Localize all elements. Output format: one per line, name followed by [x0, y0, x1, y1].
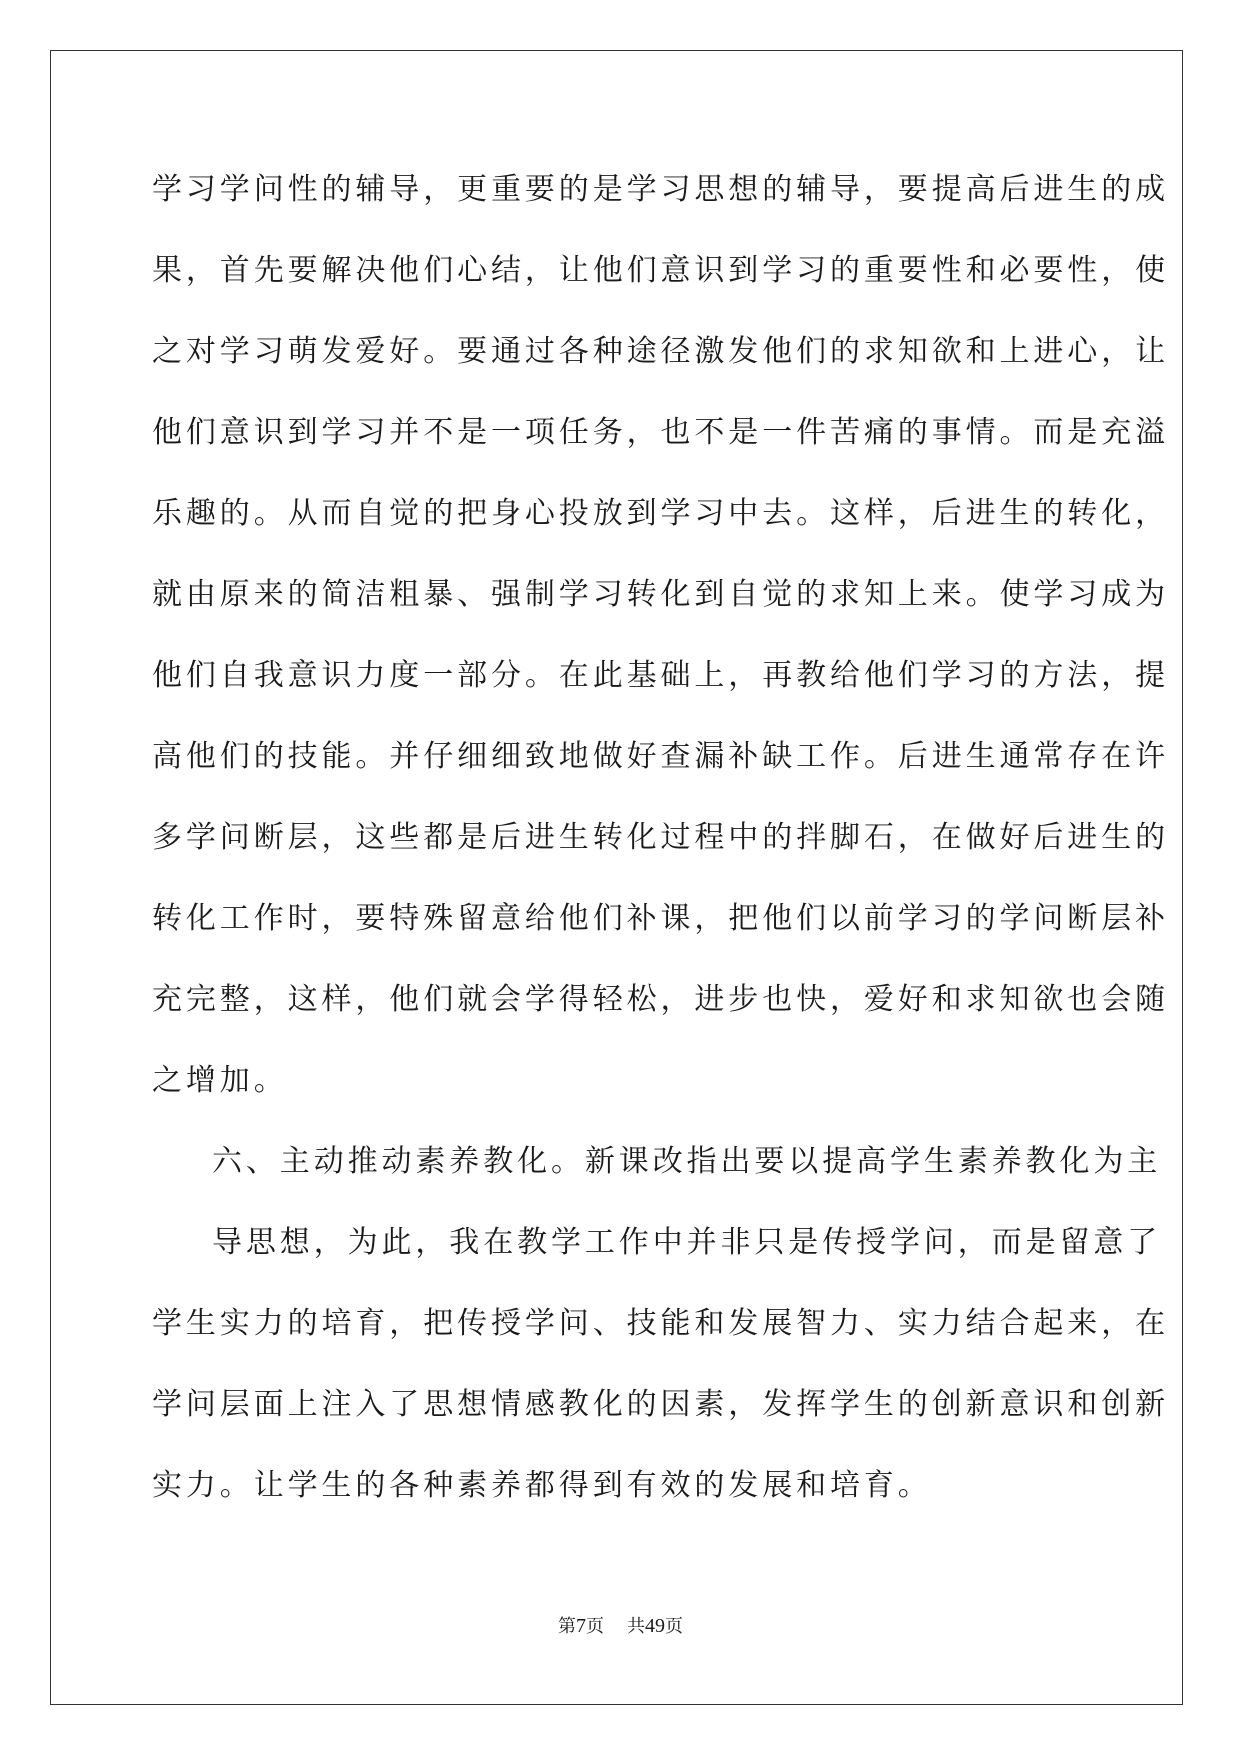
- footer-page-number: 7: [576, 1615, 587, 1637]
- footer-total-prefix: 共: [626, 1616, 645, 1637]
- body-line-15: 学生实力的培育，把传授学问、技能和发展智力、实力结合起来，在: [152, 1306, 1169, 1341]
- body-line-16: 学问层面上注入了思想情感教化的因素，发挥学生的创新意识和创新: [152, 1387, 1169, 1422]
- body-line-5: 乐趣的。从而自觉的把身心投放到学习中去。这样，后进生的转化，: [152, 496, 1169, 531]
- body-line-4: 他们意识到学习并不是一项任务，也不是一件苦痛的事情。而是充溢: [152, 415, 1169, 450]
- body-line-10: 转化工作时，要特殊留意给他们补课，把他们以前学习的学问断层补: [152, 901, 1169, 936]
- body-line-17: 实力。让学生的各种素养都得到有效的发展和培育。: [152, 1468, 932, 1503]
- body-line-1: 学习学问性的辅导，更重要的是学习思想的辅导，要提高后进生的成: [152, 172, 1169, 207]
- page-border: [50, 50, 1183, 1705]
- body-line-9: 多学问断层，这些都是后进生转化过程中的拌脚石，在做好后进生的: [152, 820, 1169, 855]
- footer-total-suffix: 页: [664, 1616, 683, 1637]
- section-heading-line: 六、主动推动素养教化。新课改指出要以提高学生素养教化为主: [212, 1144, 1162, 1179]
- footer-prefix: 第: [558, 1616, 577, 1637]
- body-line-2: 果，首先要解决他们心结，让他们意识到学习的重要性和必要性，使: [152, 253, 1169, 288]
- page-footer: [0, 1614, 1241, 1639]
- body-line-14: 导思想，为此，我在教学工作中并非只是传授学问，而是留意了: [212, 1225, 1162, 1260]
- footer-page-suffix: 页: [586, 1616, 605, 1637]
- footer-total-pages: 49: [644, 1615, 665, 1637]
- body-line-6: 就由原来的简洁粗暴、强制学习转化到自觉的求知上来。使学习成为: [152, 577, 1169, 612]
- body-line-3: 之对学习萌发爱好。要通过各种途径激发他们的求知欲和上进心，让: [152, 334, 1169, 369]
- body-line-8: 高他们的技能。并仔细细致地做好查漏补缺工作。后进生通常存在许: [152, 739, 1169, 774]
- body-line-12: 之增加。: [152, 1063, 288, 1098]
- body-line-11: 充完整，这样，他们就会学得轻松，进步也快，爱好和求知欲也会随: [152, 982, 1169, 1017]
- body-line-7: 他们自我意识力度一部分。在此基础上，再教给他们学习的方法，提: [152, 658, 1169, 693]
